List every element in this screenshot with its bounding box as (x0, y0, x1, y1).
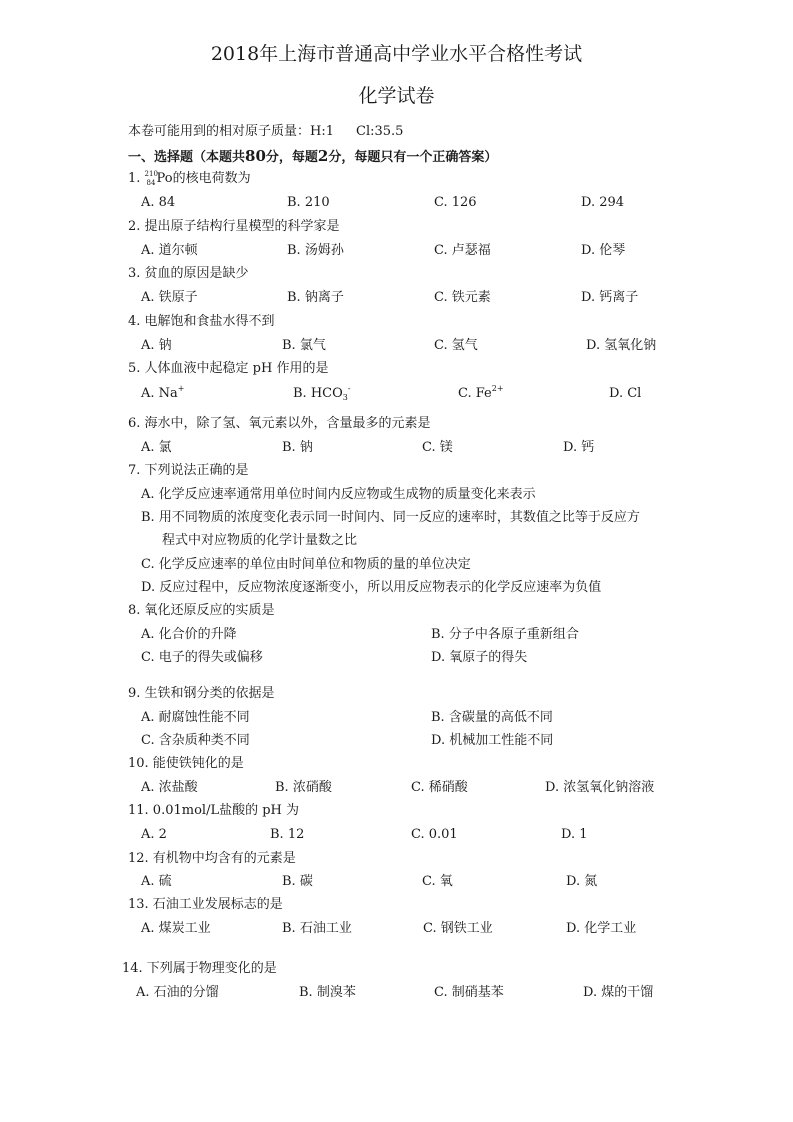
question-10-stem: 10. 能使铁钝化的是 (128, 756, 244, 771)
question-9-stem: 9. 生铁和钢分类的依据是 (128, 686, 275, 701)
question-4-stem: 4. 电解饱和食盐水得不到 (128, 314, 275, 329)
question-12-stem: 12. 有机物中均含有的元素是 (128, 851, 296, 866)
question-1-option-d: D. 294 (581, 195, 625, 210)
question-4-option-a: A. 钠 (141, 338, 172, 353)
question-11-option-c: C. 0.01 (411, 827, 458, 842)
exam-title: 2018年上海市普通高中学业水平合格性考试 (210, 43, 583, 65)
atomic-mass-cl: Cl:35.5 (356, 124, 404, 139)
question-7-option-b: B. 用不同物质的浓度变化表示同一时间内、同一反应的速率时，其数值之比等于反应方 (141, 510, 640, 525)
question-14-option-d: D. 煤的干馏 (583, 985, 654, 1000)
question-5-option-a: A. Na+ (141, 384, 185, 401)
question-13-option-a: A. 煤炭工业 (141, 921, 211, 936)
question-13-option-d: D. 化学工业 (566, 921, 637, 936)
question-11-option-a: A. 2 (141, 827, 167, 842)
question-3-option-c: C. 铁元素 (434, 290, 491, 305)
question-14-option-c: C. 制硝基苯 (434, 985, 504, 1000)
question-2-stem: 2. 提出原子结构行星模型的科学家是 (128, 219, 340, 234)
question-7-option-a: A. 化学反应速率通常用单位时间内反应物或生成物的质量变化来表示 (141, 487, 536, 502)
question-14-option-b: B. 制溴苯 (299, 985, 356, 1000)
exam-subtitle: 化学试卷 (358, 85, 435, 107)
question-4-option-d: D. 氢氧化钠 (586, 338, 657, 353)
question-12-option-a: A. 硫 (141, 874, 172, 889)
question-8-option-b: B. 分子中各原子重新组合 (431, 627, 579, 642)
question-13-option-b: B. 石油工业 (282, 921, 352, 936)
question-3-stem: 3. 贫血的原因是缺少 (128, 266, 249, 281)
question-10-option-a: A. 浓盐酸 (141, 780, 198, 795)
question-6-option-a: A. 氯 (141, 440, 172, 455)
question-2-option-c: C. 卢瑟福 (434, 243, 491, 258)
question-6-stem: 6. 海水中，除了氢、氧元素以外，含量最多的元素是 (128, 416, 431, 431)
question-1-option-c: C. 126 (434, 195, 477, 210)
question-9-option-b: B. 含碳量的高低不同 (431, 710, 553, 725)
section-heading: 一、选择题（本题共80分，每题2分，每题只有一个正确答案） (128, 147, 498, 165)
question-12-option-b: B. 碳 (282, 874, 313, 889)
question-4-option-b: B. 氯气 (282, 338, 326, 353)
question-10-option-c: C. 稀硝酸 (411, 780, 468, 795)
question-11-option-d: D. 1 (561, 827, 588, 842)
question-8-stem: 8. 氧化还原反应的实质是 (128, 603, 275, 618)
question-7-option-b-continued: 程式中对应物质的化学计量数之比 (162, 533, 358, 548)
question-4-option-c: C. 氢气 (434, 338, 478, 353)
atomic-mass-note (128, 124, 403, 140)
question-2-option-d: D. 伦琴 (581, 243, 626, 258)
question-1-stem: 1. 210 84 Po的核电荷数为 (128, 170, 251, 187)
question-8-option-c: C. 电子的得失或偏移 (141, 650, 263, 665)
question-3-option-d: D. 钙离子 (581, 290, 639, 305)
question-13-stem: 13. 石油工业发展标志的是 (128, 897, 283, 912)
question-8-option-a: A. 化合价的升降 (141, 627, 237, 642)
question-12-option-d: D. 氮 (566, 874, 598, 889)
question-6-option-b: B. 钠 (282, 440, 313, 455)
question-3-option-b: B. 钠离子 (287, 290, 344, 305)
section-each-score: 2 (317, 147, 329, 165)
question-6-option-d: D. 钙 (563, 440, 595, 455)
atomic-mass-label: 本卷可能用到的相对原子质量：H:1 (128, 124, 334, 139)
question-5-option-c: C. $Fe^{2+}$ (458, 384, 504, 401)
question-11-stem: 11. 0.01mol/L盐酸的 pH 为 (128, 803, 299, 818)
question-14-stem: 14. 下列属于物理变化的是 (122, 961, 277, 976)
question-1-option-b: B. 210 (287, 195, 330, 210)
question-5-stem: 5. 人体血液中起稳定 pH 作用的是 (128, 361, 329, 376)
question-10-option-b: B. 浓硝酸 (275, 780, 332, 795)
question-2-option-a: A. 道尔顿 (141, 243, 198, 258)
question-5-option-d: D. Cl (609, 386, 642, 401)
question-10-option-d: D. 浓氢氧化钠溶液 (545, 780, 655, 795)
question-9-option-c: C. 含杂质种类不同 (141, 733, 250, 748)
question-1-option-a: A. 84 (141, 195, 176, 210)
question-9-option-d: D. 机械加工性能不同 (431, 733, 554, 748)
question-7-stem: 7. 下列说法正确的是 (128, 463, 249, 478)
question-12-option-c: C. 氧 (422, 874, 453, 889)
question-11-option-b: B. 12 (270, 827, 305, 842)
question-8-option-d: D. 氧原子的得失 (431, 650, 528, 665)
question-13-option-c: C. 钢铁工业 (423, 921, 493, 936)
question-9-option-a: A. 耐腐蚀性能不同 (141, 710, 250, 725)
question-6-option-c: C. 镁 (422, 440, 453, 455)
question-7-option-c: C. 化学反应速率的单位由时间单位和物质的量的单位决定 (141, 557, 471, 572)
section-total-score: 80 (245, 147, 266, 165)
question-14-option-a: A. 石油的分馏 (136, 985, 219, 1000)
question-5-option-b: B. $HCO_3^-$ (293, 384, 351, 402)
question-2-option-b: B. 汤姆孙 (287, 243, 344, 258)
question-3-option-a: A. 铁原子 (141, 290, 198, 305)
nuclide-notation: 210 84 (144, 170, 158, 187)
question-7-option-d: D. 反应过程中，反应物浓度逐渐变小，所以用反应物表示的化学反应速率为负值 (141, 580, 602, 595)
